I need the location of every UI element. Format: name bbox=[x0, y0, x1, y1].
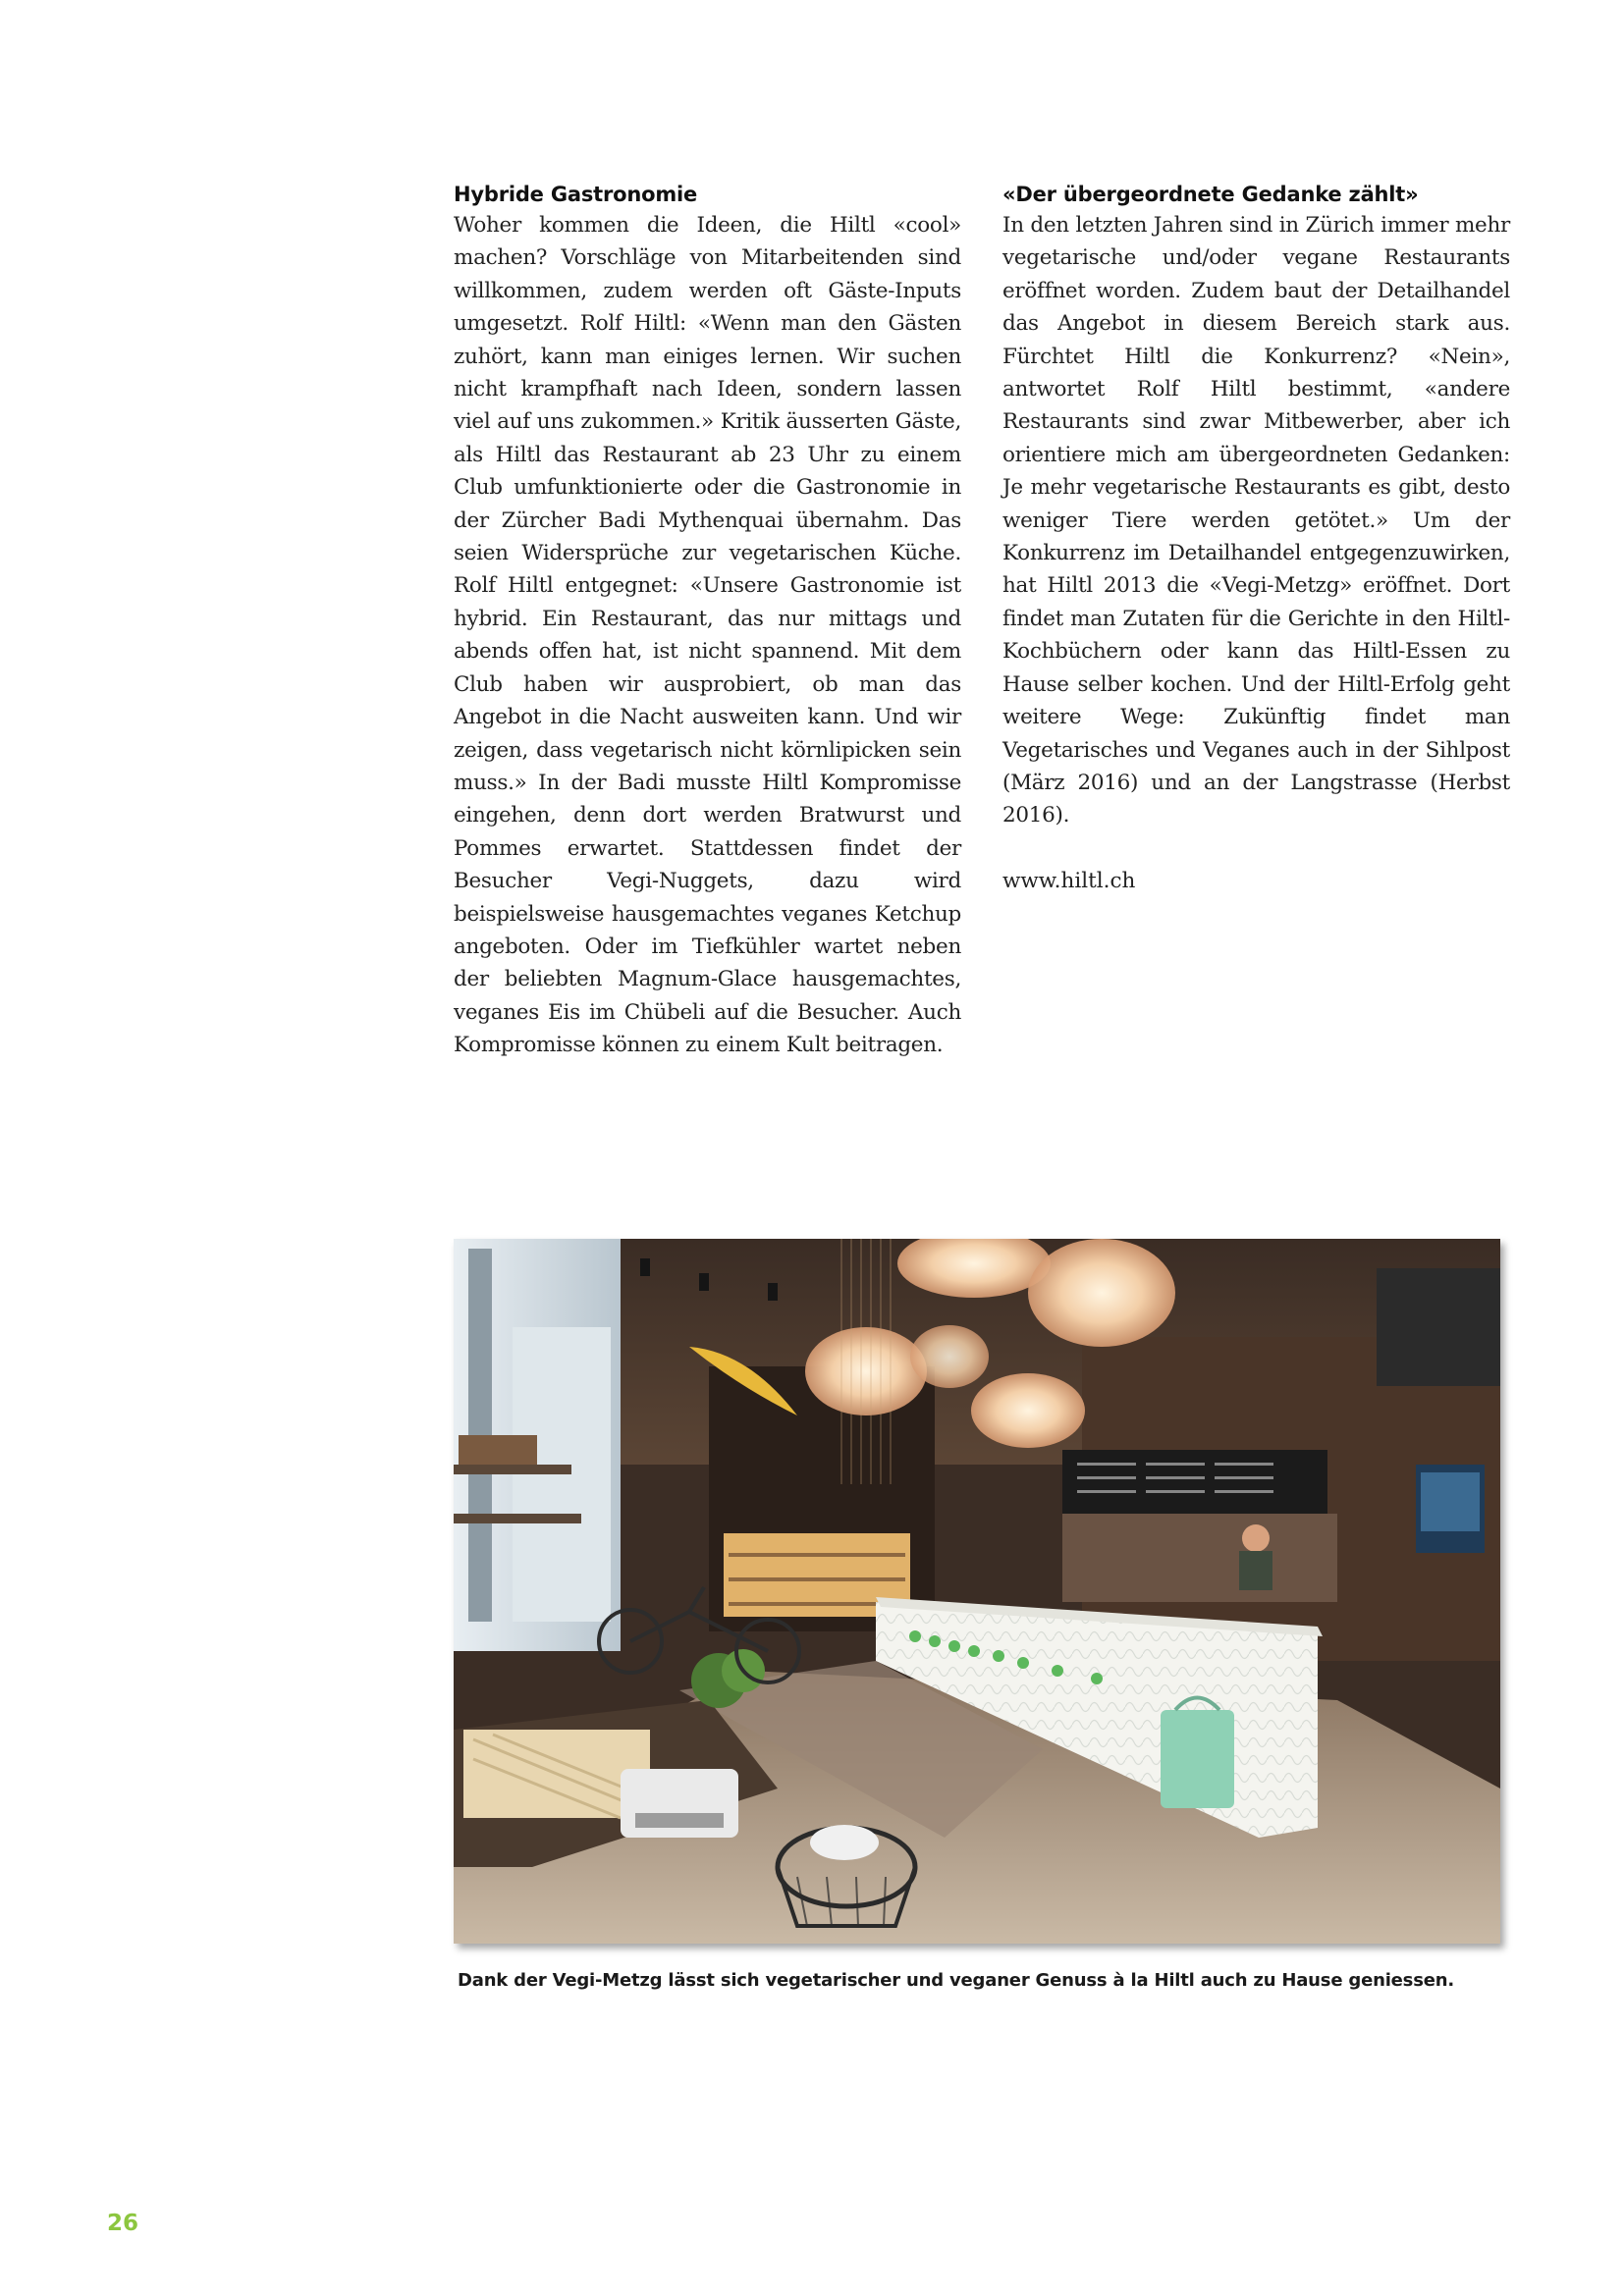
page-number: 26 bbox=[107, 2211, 139, 2236]
restaurant-photo bbox=[454, 1239, 1500, 1944]
right-column-body: In den letzten Jahren sind in Zürich immer mehr vegetarische und/oder vegane Restaurants eröffnet worden. Zudem baut der Detailhandel das Angebot in diesem Bereich stark aus. Fürchtet Hiltl die Konkurrenz? «Nein», antwortet Rolf Hiltl bestimmt, «andere Restaurants sind zwar Mitbewerber, aber ich orientiere mich am übergeordneten Gedanken: Je mehr vegetarische Restaurants es gibt, desto weniger Tiere werden getötet.» Um der Konkurrenz im Detailhandel entgegenzuwirken, hat Hiltl 2013 die «Vegi-Metzg» eröffnet. Dort findet man Zutaten für die Gerichte in den Hiltl-Kochbüchern oder kann das Hiltl-Essen zu Hause selber kochen. Und der Hiltl-Erfolg geht weitere Wege: Zukünftig findet man Vegetarisches und Veganes auch in der Sihlpost (März 2016) und an der Langstrasse (Herbst 2016). bbox=[1002, 213, 1510, 828]
website-url: www.hiltl.ch bbox=[1002, 868, 1136, 893]
left-column-body: Woher kommen die Ideen, die Hiltl «cool» machen? Vorschläge von Mitarbeitenden sind willkommen, zudem werden oft Gäste-Inputs umgesetzt. Rolf Hiltl: «Wenn man den Gästen zuhört, kann man einiges lernen. Wir suchen nicht krampfhaft nach Ideen, sondern lassen viel auf uns zukommen.» Kritik äusserten Gäste, als Hiltl das Restaurant ab 23 Uhr zu einem Club umfunktionierte oder die Gastronomie in der Zürcher Badi Mythenquai übernahm. Das seien Widersprüche zur vegetarischen Küche. Rolf Hiltl entgegnet: «Unsere Gastronomie ist hybrid. Ein Restaurant, das nur mittags und abends offen hat, ist nicht spannend. Mit dem Club haben wir ausprobiert, ob man das Angebot in die Nacht ausweiten kann. Und wir zeigen, dass vegetarisch nicht körnlipicken sein muss.» In der Badi musste Hiltl Kompromisse eingehen, denn dort werden Bratwurst und Pommes erwartet. Stattdessen findet der Besucher Vegi-Nuggets, dazu wird beispielsweise hausgemachtes veganes Ketchup angeboten. Oder im Tiefkühler wartet neben der beliebten Magnum-Glace hausgemachtes, veganes Eis im Chübeli auf die Besucher. Auch Kompromisse können zu einem Kult beitragen. bbox=[454, 213, 961, 1058]
right-column bbox=[1002, 180, 1510, 897]
photo-caption: Dank der Vegi-Metzg lässt sich vegetarischer und veganer Genuss à la Hiltl auch zu Hause geniessen. bbox=[458, 1970, 1454, 1991]
left-column bbox=[454, 180, 961, 1062]
section-heading-hybride-gastronomie: Hybride Gastronomie bbox=[454, 183, 698, 206]
section-heading-gedanke: «Der übergeordnete Gedanke zählt» bbox=[1002, 183, 1419, 206]
